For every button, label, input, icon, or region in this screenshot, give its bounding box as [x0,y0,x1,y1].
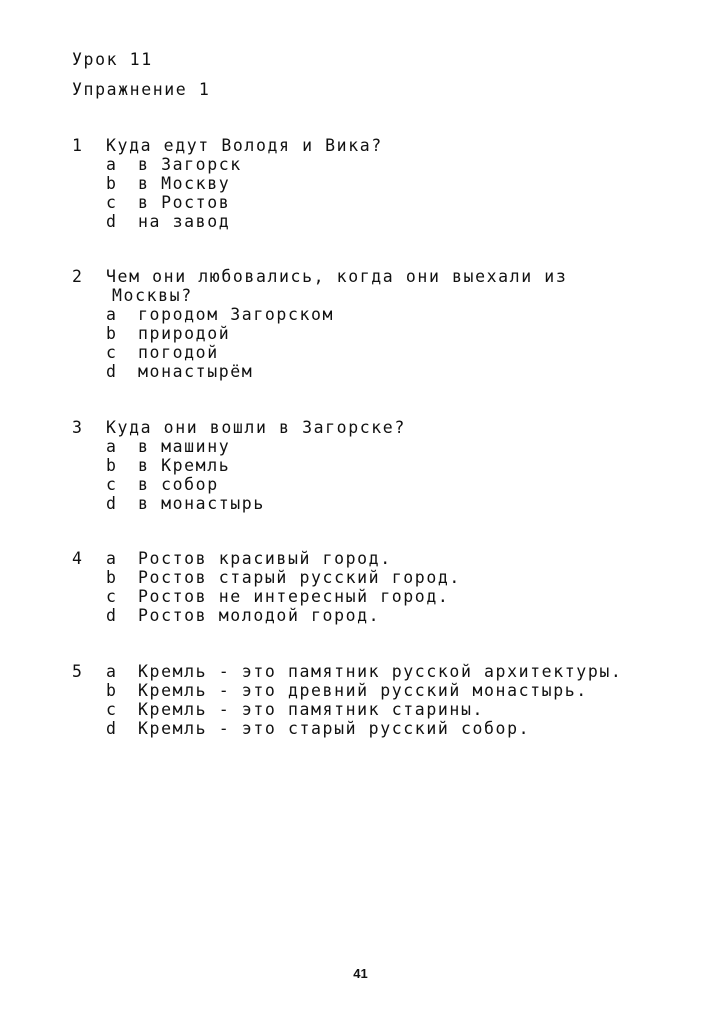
option-text: Ростов красивый город. [138,549,392,568]
exercise-title: Упражнение 1 [72,80,211,99]
lesson-title: Урок 11 [72,50,153,69]
option-text: на завод [138,212,231,231]
option-text: Кремль - это старый русский собор. [138,719,531,738]
option-text: монастырём [138,362,254,381]
option-letter: a [106,305,118,324]
option-letter: a [106,549,118,568]
option-letter: b [106,456,118,475]
option-letter: d [106,719,118,738]
option-text: городом Загорском [138,305,335,324]
option-letter: d [106,606,118,625]
option-text: Ростов не интересный город. [138,587,450,606]
option-text: природой [138,324,231,343]
option-letter: d [106,212,118,231]
question-text-continued: Москвы? [112,286,193,305]
option-text: в Загорск [138,155,242,174]
option-text: в Ростов [138,193,231,212]
question-text: Куда едут Володя и Вика? [106,136,383,155]
question-number: 5 [72,662,84,681]
option-text: в монастырь [138,494,265,513]
option-letter: a [106,155,118,174]
option-letter: b [106,174,118,193]
option-text: в собор [138,475,219,494]
option-letter: b [106,568,118,587]
option-text: в машину [138,437,231,456]
option-letter: c [106,343,118,362]
option-letter: c [106,587,118,606]
option-letter: a [106,662,118,681]
question-text: Чем они любовались, когда они выехали из [106,267,568,286]
option-letter: d [106,494,118,513]
option-letter: d [106,362,118,381]
option-letter: c [106,700,118,719]
option-text: в Москву [138,174,231,193]
option-letter: b [106,681,118,700]
question-number: 3 [72,418,84,437]
option-letter: b [106,324,118,343]
option-text: Кремль - это памятник старины. [138,700,485,719]
question-number: 1 [72,136,84,155]
option-text: Ростов молодой город. [138,606,381,625]
option-letter: a [106,437,118,456]
option-text: Кремль - это памятник русской архитектуры. [138,662,623,681]
page-number: 41 [353,966,368,981]
question-number: 4 [72,549,84,568]
option-text: Ростов старый русский город. [138,568,461,587]
option-letter: c [106,475,118,494]
option-text: погодой [138,343,219,362]
question-number: 2 [72,267,84,286]
option-text: Кремль - это древний русский монастырь. [138,681,588,700]
question-text: Куда они вошли в Загорске? [106,418,406,437]
option-text: в Кремль [138,456,231,475]
option-letter: c [106,193,118,212]
